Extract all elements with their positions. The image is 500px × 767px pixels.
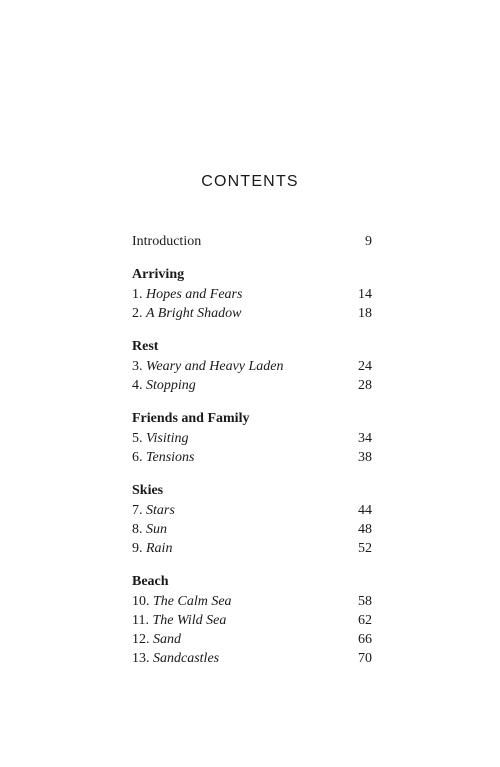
toc-entry-page: 48 (358, 522, 372, 537)
toc-entry-label (132, 611, 226, 630)
toc-entry-title: The Calm Sea (153, 594, 232, 609)
page-title: CONTENTS (201, 173, 299, 190)
toc-entry (132, 429, 372, 448)
toc-entry-page: 14 (358, 287, 372, 302)
toc-entry-number: 13. (132, 651, 150, 666)
toc-section (132, 481, 372, 558)
toc-entry-title: Hopes and Fears (146, 287, 243, 302)
toc-entry-label (132, 539, 172, 558)
toc-entry-label: Introduction (132, 234, 202, 249)
toc-entry (132, 304, 372, 323)
toc-entry-number: 10. (132, 594, 150, 609)
table-of-contents (132, 232, 372, 682)
toc-entry-number: 2. (132, 306, 143, 321)
toc-entry-label (132, 520, 167, 539)
toc-entry (132, 649, 372, 668)
toc-entry-title: Visiting (146, 431, 189, 446)
toc-entry-title: Sandcastles (153, 651, 220, 666)
toc-entry-title: A Bright Shadow (146, 306, 242, 321)
toc-entry-title: Tensions (146, 450, 195, 465)
toc-entry-label (132, 592, 232, 611)
toc-entry-label (132, 501, 175, 520)
toc-entry-label (132, 304, 241, 323)
toc-entry-title: Sand (153, 632, 181, 647)
toc-entry-introduction (132, 232, 372, 251)
toc-entry (132, 501, 372, 520)
toc-section-heading: Friends and Family (132, 411, 250, 426)
toc-entry-label (132, 429, 189, 448)
toc-section-heading: Rest (132, 339, 159, 354)
toc-entry-label (132, 649, 219, 668)
toc-entry (132, 630, 372, 649)
toc-section-heading: Beach (132, 574, 169, 589)
toc-entry (132, 357, 372, 376)
toc-entry-label (132, 448, 195, 467)
toc-entry (132, 539, 372, 558)
toc-entry (132, 520, 372, 539)
toc-entry-number: 8. (132, 522, 143, 537)
toc-entry-title: Stars (146, 503, 175, 518)
toc-entry-page: 18 (358, 306, 372, 321)
toc-entry (132, 285, 372, 304)
toc-entry-number: 5. (132, 431, 143, 446)
toc-entry-title: Stopping (146, 378, 196, 393)
toc-entry-title: The Wild Sea (152, 613, 227, 628)
toc-entry-title: Rain (146, 541, 173, 556)
toc-entry-page: 9 (365, 234, 372, 249)
toc-entry-label (132, 630, 181, 649)
toc-entry-number: 1. (132, 287, 143, 302)
toc-entry (132, 376, 372, 395)
toc-entry-number: 7. (132, 503, 143, 518)
toc-section (132, 265, 372, 323)
toc-entry-page: 70 (358, 651, 372, 666)
toc-entry-page: 66 (358, 632, 372, 647)
toc-entry-page: 58 (358, 594, 372, 609)
toc-entry-number: 3. (132, 359, 143, 374)
toc-entry-page: 62 (358, 613, 372, 628)
toc-entry-number: 9. (132, 541, 143, 556)
toc-section (132, 409, 372, 467)
toc-entry-page: 38 (358, 450, 372, 465)
toc-entry-page: 52 (358, 541, 372, 556)
toc-entry (132, 592, 372, 611)
toc-entry-number: 12. (132, 632, 150, 647)
toc-entry-number: 11. (132, 613, 149, 628)
toc-entry-title: Weary and Heavy Laden (146, 359, 284, 374)
toc-section-heading: Skies (132, 483, 164, 498)
toc-entry-page: 28 (358, 378, 372, 393)
toc-entry-title: Sun (146, 522, 167, 537)
toc-entry-number: 6. (132, 450, 143, 465)
toc-section (132, 572, 372, 668)
toc-entry-label (132, 285, 242, 304)
toc-section (132, 337, 372, 395)
toc-entry-label (132, 376, 196, 395)
toc-entry-label (132, 357, 284, 376)
toc-entry-page: 24 (358, 359, 372, 374)
toc-entry (132, 611, 372, 630)
toc-section-heading: Arriving (132, 267, 185, 282)
toc-entry-page: 44 (358, 503, 372, 518)
toc-entry-page: 34 (358, 431, 372, 446)
toc-entry (132, 448, 372, 467)
toc-entry-number: 4. (132, 378, 143, 393)
